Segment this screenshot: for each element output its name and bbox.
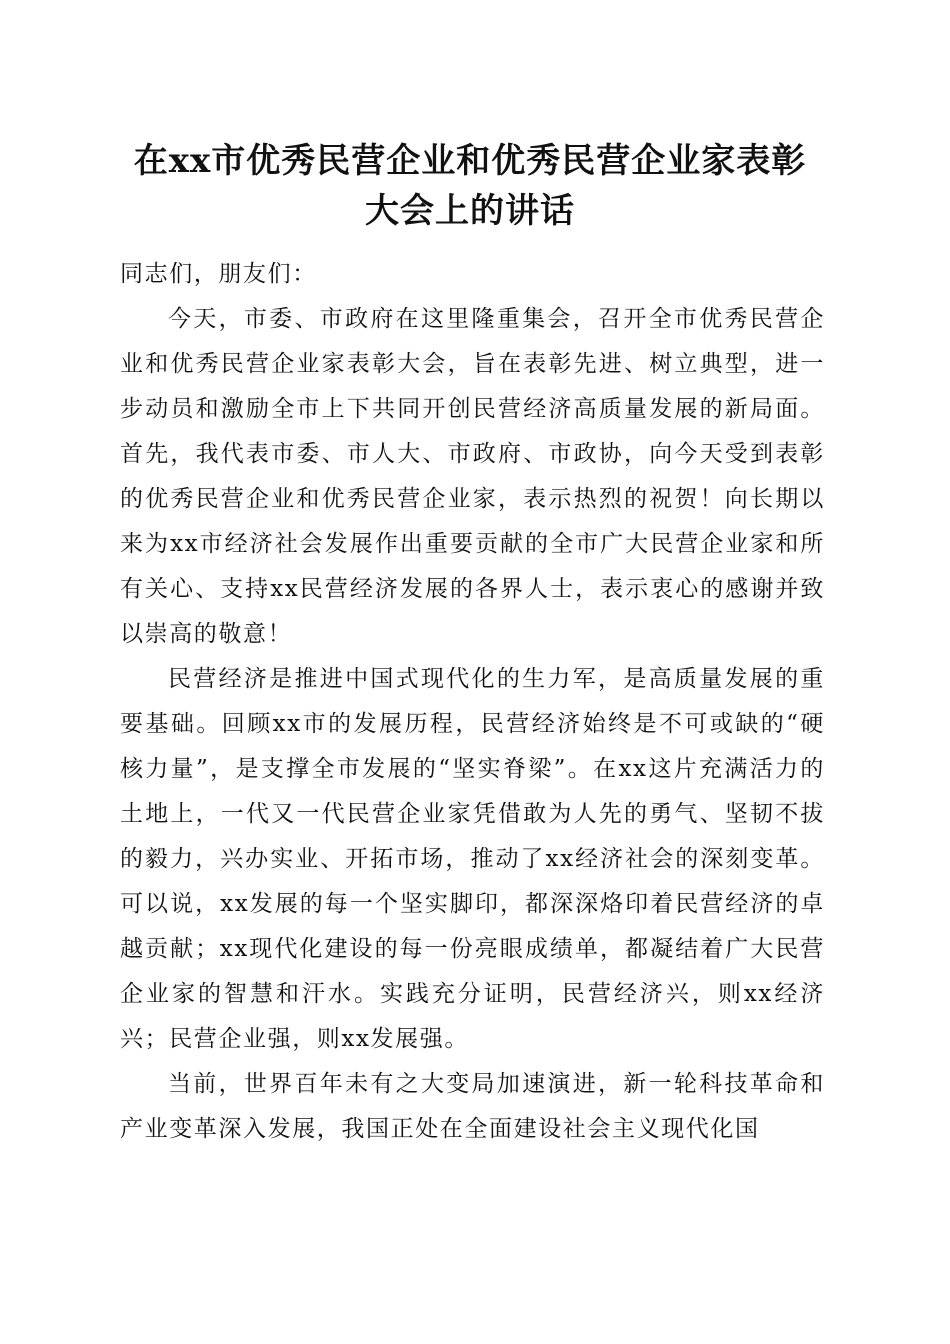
title-line-2: 大会上的讲话 xyxy=(365,191,575,231)
greeting: 同志们，朋友们： xyxy=(120,261,317,287)
paragraph-2: 民营经济是推进中国式现代化的生力军，是高质量发展的重要基础。回顾xx市的发展历程，民营经济始终是不可或缺的“硬核力量”，是支撑全市发展的“坚实脊梁”。在xx这片充满活力的土地上，一代又一代民营企业家凭借敢为人先的勇气、坚韧不拔的毅力，兴办实业、开拓市场，推动了xx经济社会的深刻变革。可以说，xx发展的每一个坚实脚印，都深深烙印着民营经济的卓越贡献；xx现代化建设的每一份亮眼成绩单，都凝结着广大民营企业家的智慧和汗水。实践充分证明，民营经济兴，则xx经济兴；民营企业强，则xx发展强。 xyxy=(120,666,825,1052)
speech-body xyxy=(120,252,825,1152)
paragraph-3: 当前，世界百年未有之大变局加速演进，新一轮科技革命和产业变革深入发展，我国正处在全面建设社会主义现代化国 xyxy=(120,1071,825,1142)
paragraph-1: 今天，市委、市政府在这里隆重集会，召开全市优秀民营企业和优秀民营企业家表彰大会，旨在表彰先进、树立典型，进一步动员和激励全市上下共同开创民营经济高质量发展的新局面。首先，我代表市委、市人大、市政府、市政协，向今天受到表彰的优秀民营企业和优秀民营企业家，表示热烈的祝贺！向长期以来为xx市经济社会发展作出重要贡献的全市广大民营企业家和所有关心、支持xx民营经济发展的各界人士，表示衷心的感谢并致以崇高的敬意！ xyxy=(120,306,825,647)
title-line-1: 在xx市优秀民营企业和优秀民营企业家表彰 xyxy=(133,141,807,181)
document-title xyxy=(100,136,840,236)
